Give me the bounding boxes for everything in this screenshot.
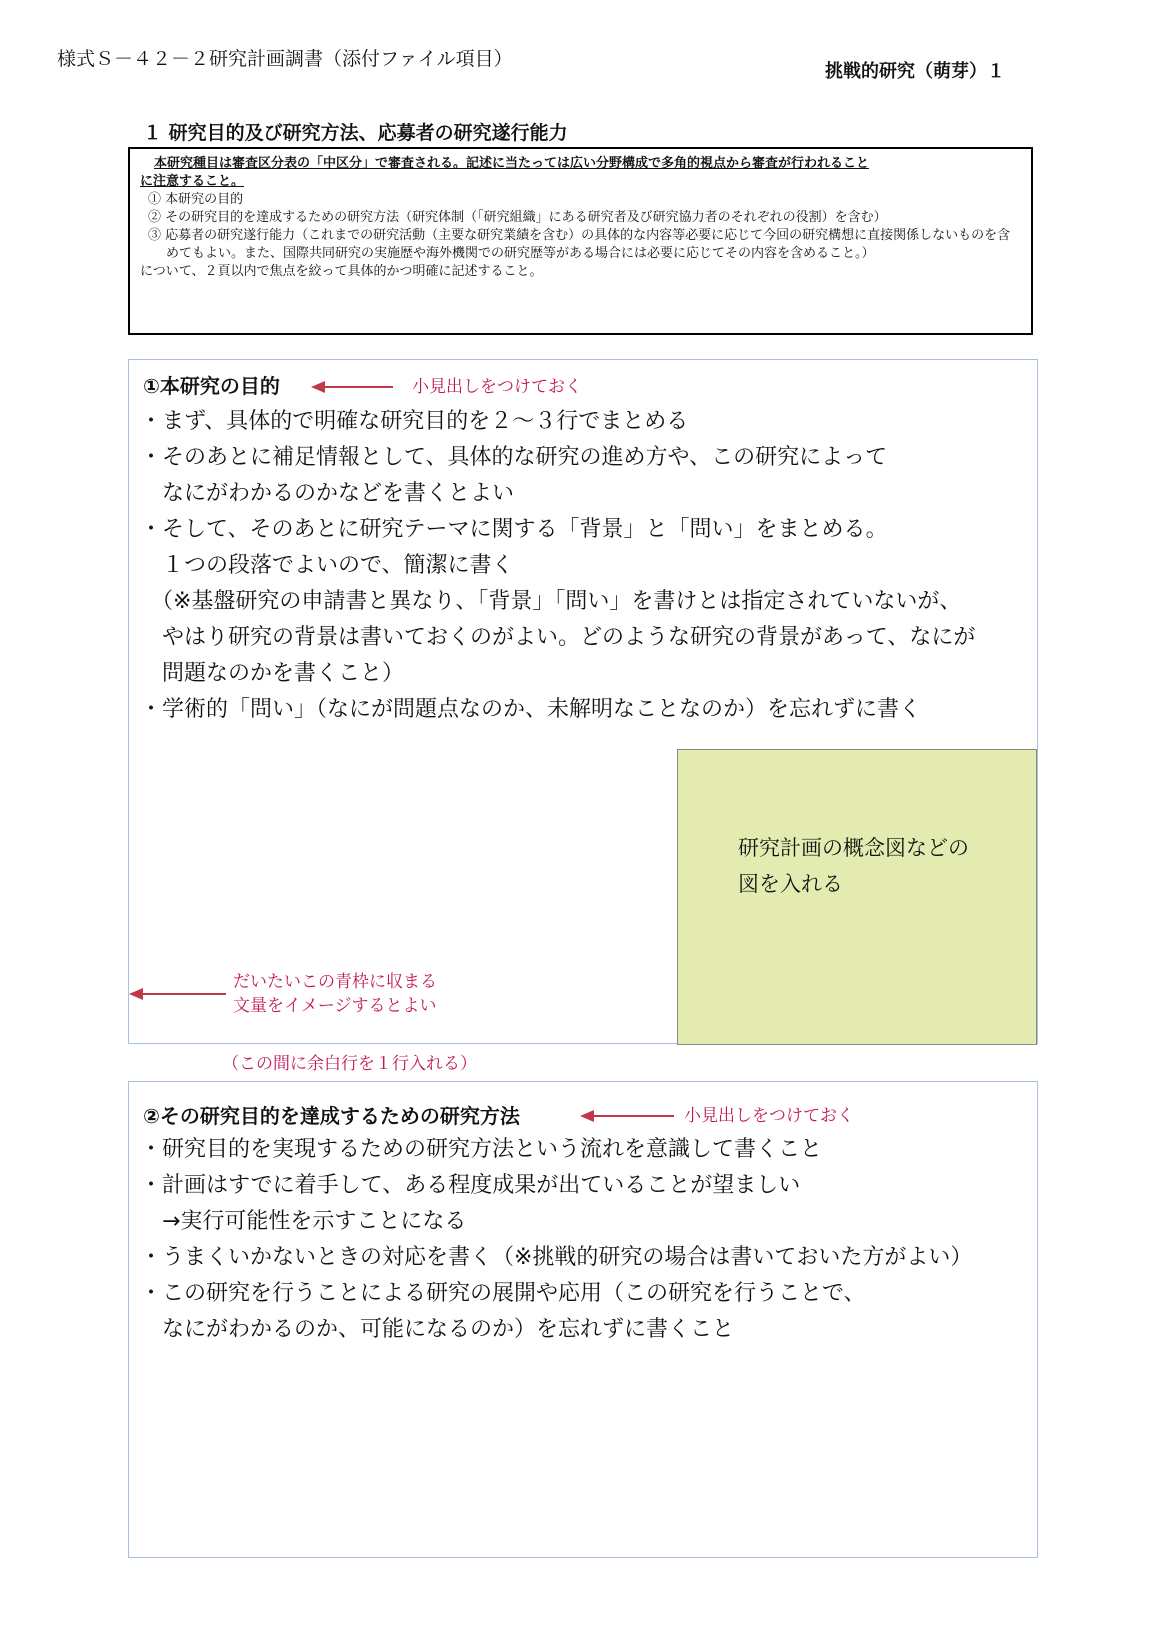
instructions-note-line2: に注意すること。 [140, 174, 245, 189]
figure-text-line: 研究計画の概念図などの [738, 836, 969, 860]
section2-heading-note: 小見出しをつけておく [684, 1106, 854, 1126]
section1-heading-note: 小見出しをつけておく [412, 377, 582, 397]
section1-body [140, 404, 975, 728]
body-line: ・まず、具体的で明確な研究目的を２～３行でまとめる [140, 409, 689, 434]
figure-text-line: 図を入れる [738, 872, 843, 896]
body-line: なにがわかるのか、可能になるのか）を忘れずに書くこと [140, 1317, 735, 1342]
instructions-note-line1: 本研究種目は審査区分表の「中区分」で審査される。記述に当たっては広い分野構成で多角的視点から審査が行われること [154, 156, 870, 171]
instructions-item: ① 本研究の目的 [148, 192, 244, 207]
arrow-icon [313, 386, 393, 388]
instructions-box [128, 147, 1033, 335]
figure-placeholder-text [738, 830, 969, 902]
body-line: やはり研究の背景は書いておくのがよい。どのような研究の背景があって、なにが [140, 625, 976, 650]
volume-note [233, 970, 437, 1018]
body-line: ・この研究を行うことによる研究の展開や応用（この研究を行うことで、 [140, 1281, 866, 1306]
body-line: ・研究目的を実現するための研究方法という流れを意識して書くこと [140, 1137, 823, 1162]
instructions-item: ③ 応募者の研究遂行能力（これまでの研究活動（主要な研究業績を含む）の具体的な内容等必要に応じて今回の研究構想に直接関係しないものを含めてもよい。また、国際共同研究の実施歴や海外機関での研究歴等がある場合には必要に応じてその内容を含めること。） [148, 228, 1011, 261]
gap-note: （この間に余白行を１行入れる） [222, 1054, 477, 1074]
body-line: （※基盤研究の申請書と異なり、「背景」「問い」を書けとは指定されていないが、 [140, 589, 962, 614]
instructions-footer: について、２頁以内で焦点を絞って具体的かつ明確に記述すること。 [140, 264, 543, 279]
body-line: →実行可能性を示すことになる [140, 1209, 467, 1234]
body-line: ・そのあとに補足情報として、具体的な研究の進め方や、この研究によって [140, 445, 888, 470]
body-line: ・うまくいかないときの対応を書く（※挑戦的研究の場合は書いておいた方がよい） [140, 1245, 973, 1270]
body-line: ・そして、そのあとに研究テーマに関する「背景」と「問い」をまとめる。 [140, 517, 888, 542]
research-category: 挑戦的研究（萌芽）１ [825, 61, 1005, 82]
section2-body [140, 1132, 972, 1348]
body-line: ・計画はすでに着手して、ある程度成果が出ていることが望ましい [140, 1173, 801, 1198]
section2-heading: ②その研究目的を達成するための研究方法 [143, 1104, 520, 1128]
arrow-icon [582, 1115, 674, 1117]
body-line: ・学術的「問い」（なにが問題点なのか、未解明なことなのか）を忘れずに書く [140, 697, 922, 722]
form-id: 様式Ｓ－４２－２研究計画調書（添付ファイル項目） [57, 48, 513, 70]
instructions-item: ② その研究目的を達成するための研究方法（研究体制（「研究組織」にある研究者及び研究協力者のそれぞれの役割）を含む） [148, 210, 887, 225]
volume-note-line: だいたいこの青枠に収まる [233, 972, 437, 992]
body-line: 問題なのかを書くこと） [140, 661, 405, 686]
volume-note-line: 文量をイメージするとよい [233, 996, 437, 1016]
body-line: １つの段落でよいので、簡潔に書く [140, 553, 514, 578]
section1-heading: ①本研究の目的 [143, 374, 280, 398]
body-line: なにがわかるのかなどを書くとよい [140, 481, 515, 506]
arrow-icon [131, 993, 226, 995]
section-heading: １ 研究目的及び研究方法、応募者の研究遂行能力 [143, 122, 568, 144]
